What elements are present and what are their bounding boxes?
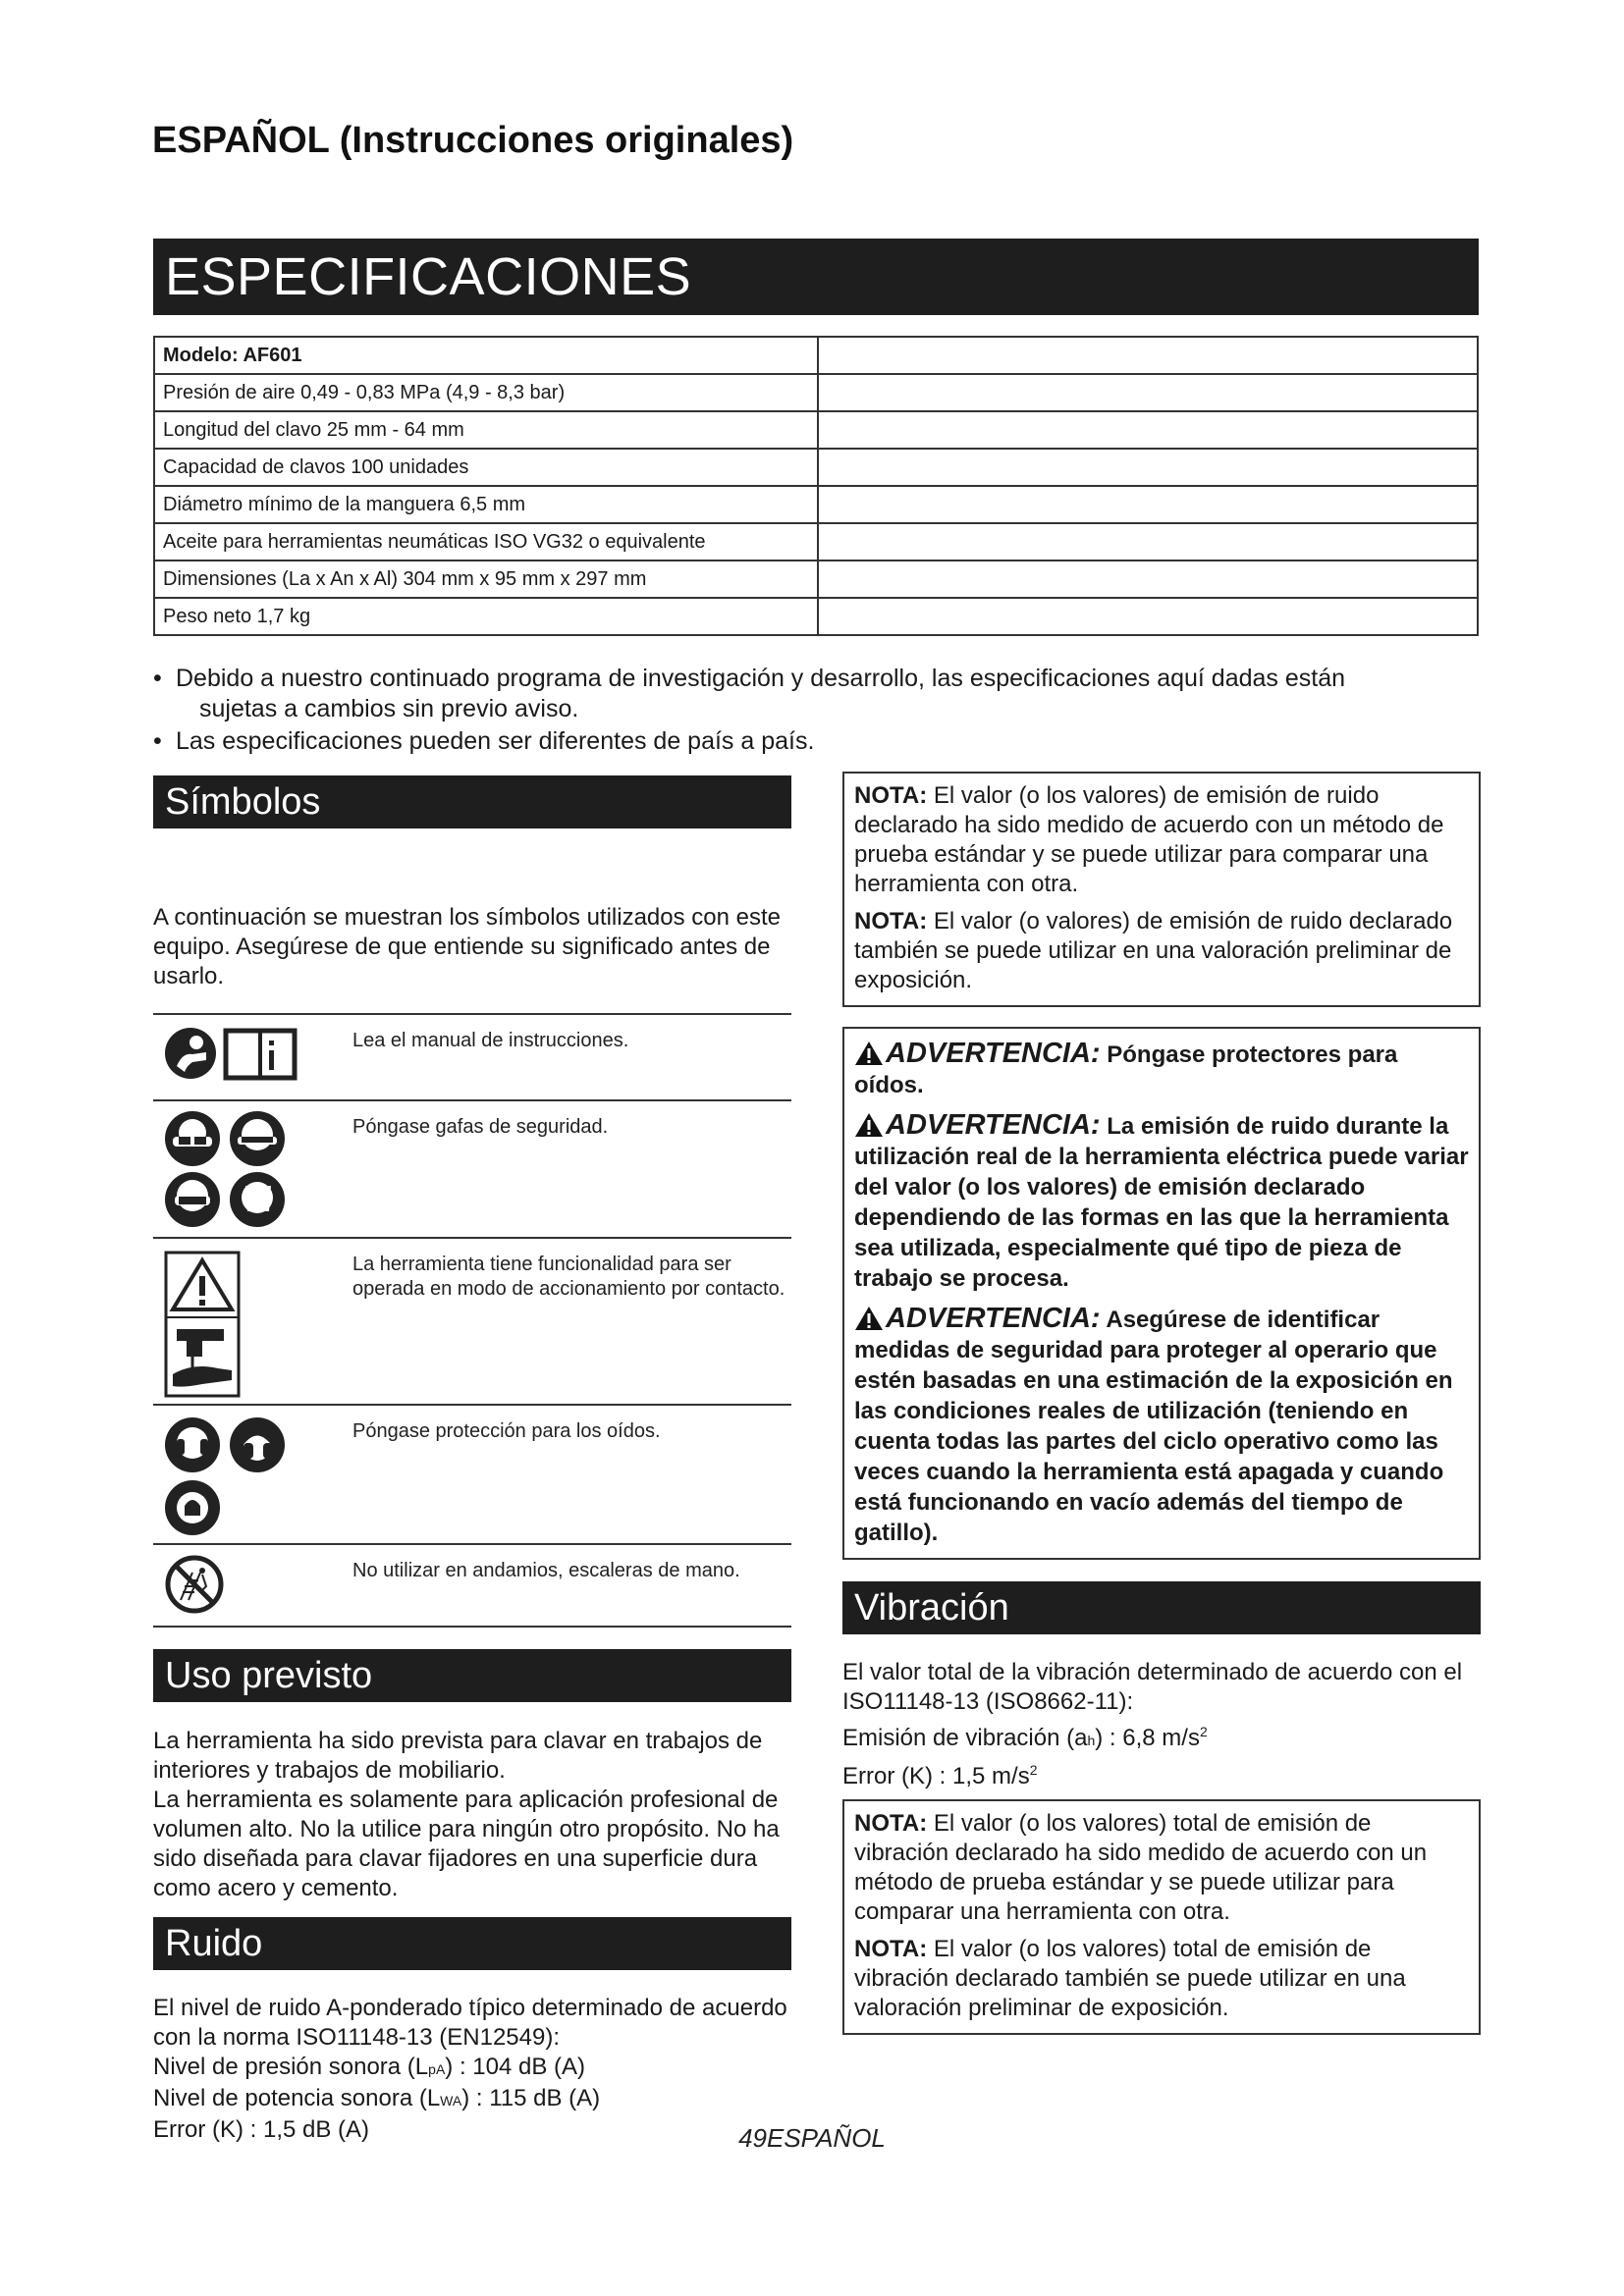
spec-cell: Modelo: AF601 [154, 337, 818, 374]
symbol-row [153, 1101, 791, 1239]
warning-3 [854, 1304, 1469, 1548]
vibration-intro: El valor total de la vibración determinado de acuerdo con el ISO11148-13 (ISO8662-11): [842, 1659, 1463, 1715]
warning-triangle-icon [854, 1041, 884, 1066]
sound-power-level [153, 2084, 791, 2115]
symbol-row [153, 1545, 791, 1628]
spec-cell: Peso neto 1,7 kg [154, 598, 818, 635]
noise-intro: El nivel de ruido A-ponderado típico determinado de acuerdo con la norma ISO11148-13 (EN12549): [153, 1995, 787, 2051]
vibration-note-1 [854, 1809, 1469, 1927]
note-label: NOTA: [854, 1810, 928, 1837]
vibration-emission-label: Emisión de vibración (a [842, 1725, 1088, 1751]
sound-pressure-value: ) : 104 dB (A) [445, 2054, 586, 2080]
right-column [842, 772, 1481, 2035]
vibration-banner: Vibración [842, 1581, 1481, 1634]
vibration-error-superscript: 2 [1029, 1762, 1038, 1778]
spec-cell-empty [818, 411, 1478, 449]
intended-use-text-2: La herramienta es solamente para aplicación profesional de volumen alto. No la utilice para ningún otro propósito. No ha sido diseñada para clavar fijadores en una superficie dura como acero y cemento. [153, 1787, 780, 1901]
spec-cell-empty [818, 486, 1478, 523]
warning-title: ADVERTENCIA: [886, 1038, 1101, 1069]
warning-1 [854, 1039, 1469, 1100]
noise-error: Error (K) : 1,5 dB (A) [153, 2116, 370, 2143]
table-row [154, 561, 1478, 598]
contact-actuation-icon [153, 1239, 352, 1404]
noise-note-box [842, 772, 1481, 1007]
symbols-banner: Símbolos [153, 775, 791, 828]
spec-notes [153, 664, 1479, 759]
page-number: 49ESPAÑOL [738, 2123, 886, 2153]
warnings-box [842, 1027, 1481, 1560]
symbols-intro: A continuación se muestran los símbolos utilizados con este equipo. Asegúrese de que entiende su significado antes de usarlo. [153, 904, 782, 989]
vibration-error [842, 1755, 1481, 1791]
vibration-note-2 [854, 1935, 1469, 2023]
intended-use-text-1: La herramienta ha sido prevista para clavar en trabajos de interiores y trabajos de mobiliario. [153, 1728, 763, 1784]
symbol-row [153, 1406, 791, 1545]
sound-pressure-subscript: pA [428, 2061, 446, 2077]
warning-title: ADVERTENCIA: [886, 1303, 1101, 1334]
no-ladder-icon [153, 1545, 352, 1626]
warning-2 [854, 1110, 1469, 1294]
noise-note-2 [854, 907, 1469, 995]
note-text: El valor (o los valores) de emisión de ruido declarado ha sido medido de acuerdo con un método de prueba estándar y se puede utilizar para comparar una herramienta con otra. [854, 782, 1444, 897]
note-line: sujetas a cambios sin previo aviso. [199, 695, 579, 722]
noise-banner: Ruido [153, 1917, 791, 1970]
symbol-description: No utilizar en andamios, escaleras de mano. [352, 1560, 740, 1581]
vibration-error-label: Error (K) : 1,5 m/s [842, 1763, 1030, 1789]
note-text: El valor (o los valores) total de emisión de vibración declarado también se puede utilizar en una valoración preliminar de exposición. [854, 1936, 1406, 2021]
safety-glasses-icon [153, 1101, 352, 1237]
sound-pressure-label: Nivel de presión sonora (L [153, 2054, 429, 2080]
vibration-subscript: h [1087, 1733, 1096, 1748]
spec-cell-empty [818, 449, 1478, 486]
warning-text: La emisión de ruido durante la utilización real de la herramienta eléctrica puede variar del valor (o los valores) de emisión declarado dependiendo de las formas en las que la herramienta sea utilizada, especialmente qué tipo de pieza de trabajo se procesa. [854, 1113, 1469, 1292]
spec-cell: Capacidad de clavos 100 unidades [154, 449, 818, 486]
note-text: El valor (o los valores) total de emisión de vibración declarado ha sido medido de acuerdo con un método de prueba estándar y se puede utilizar para comparar una herramienta con otra. [854, 1810, 1428, 1925]
spec-cell-empty [818, 561, 1478, 598]
note-line: Debido a nuestro continuado programa de investigación y desarrollo, las especificaciones aquí dadas están [176, 665, 1346, 692]
warning-triangle-icon [854, 1306, 884, 1331]
spec-cell: Aceite para herramientas neumáticas ISO VG32 o equivalente [154, 523, 818, 561]
intended-use-banner: Uso previsto [153, 1649, 791, 1702]
spec-cell-empty [818, 337, 1478, 374]
vibration-superscript: 2 [1199, 1724, 1208, 1739]
symbol-description: La herramienta tiene funcionalidad para ser operada en modo de accionamiento por contacto. [352, 1254, 785, 1300]
sound-power-value: ) : 115 dB (A) [461, 2085, 601, 2111]
ear-protection-icon [153, 1406, 352, 1543]
symbol-row [153, 1239, 791, 1406]
left-column [153, 775, 791, 2145]
vibration-note-box [842, 1799, 1481, 2035]
symbols-table [153, 1013, 791, 1628]
specifications-table [153, 336, 1479, 636]
warning-title: ADVERTENCIA: [886, 1109, 1101, 1141]
table-row [154, 523, 1478, 561]
table-row [154, 486, 1478, 523]
spec-cell: Longitud del clavo 25 mm - 64 mm [154, 411, 818, 449]
table-row [154, 374, 1478, 411]
spec-cell: Presión de aire 0,49 - 0,83 MPa (4,9 - 8,3 bar) [154, 374, 818, 411]
page-title: ESPAÑOL (Instrucciones originales) [152, 120, 794, 161]
note-label: NOTA: [854, 782, 928, 809]
note-line: Las especificaciones pueden ser diferentes de país a país. [176, 727, 815, 755]
sound-power-subscript: WA [440, 2093, 462, 2109]
table-row [154, 449, 1478, 486]
list-item [153, 726, 1479, 757]
table-row [154, 337, 1478, 374]
note-text: El valor (o valores) de emisión de ruido declarado también se puede utilizar en una valoración preliminar de exposición. [854, 908, 1453, 993]
sound-pressure-level [153, 2053, 791, 2084]
symbol-description: Póngase gafas de seguridad. [352, 1116, 609, 1138]
spec-cell-empty [818, 374, 1478, 411]
read-manual-icon [153, 1015, 352, 1099]
vibration-emission-value: ) : 6,8 m/s [1095, 1725, 1200, 1751]
specifications-banner: ESPECIFICACIONES [153, 239, 1479, 315]
list-item [153, 664, 1479, 724]
spec-cell: Dimensiones (La x An x Al) 304 mm x 95 mm x 297 mm [154, 561, 818, 598]
sound-power-label: Nivel de potencia sonora (L [153, 2085, 441, 2111]
vibration-emission [842, 1717, 1481, 1755]
table-row [154, 598, 1478, 635]
symbol-row [153, 1015, 791, 1101]
spec-cell-empty [818, 598, 1478, 635]
spec-cell: Diámetro mínimo de la manguera 6,5 mm [154, 486, 818, 523]
note-label: NOTA: [854, 1936, 928, 1962]
symbol-description: Lea el manual de instrucciones. [352, 1030, 629, 1051]
warning-text: Póngase protectores para oídos. [854, 1041, 1398, 1098]
spec-cell-empty [818, 523, 1478, 561]
warning-text: Asegúrese de identificar medidas de seguridad para proteger al operario que estén basadas en una estimación de la exposición en las condiciones reales de utilización (teniendo en cuenta todas las partes del ciclo operativo como las veces cuando la herramienta está apagada y cuando está funcionando en vacío además del tiempo de gatillo). [854, 1307, 1453, 1546]
note-label: NOTA: [854, 908, 928, 934]
warning-triangle-icon [854, 1112, 884, 1138]
symbol-description: Póngase protección para los oídos. [352, 1420, 661, 1442]
table-row [154, 411, 1478, 449]
noise-note-1 [854, 781, 1469, 899]
